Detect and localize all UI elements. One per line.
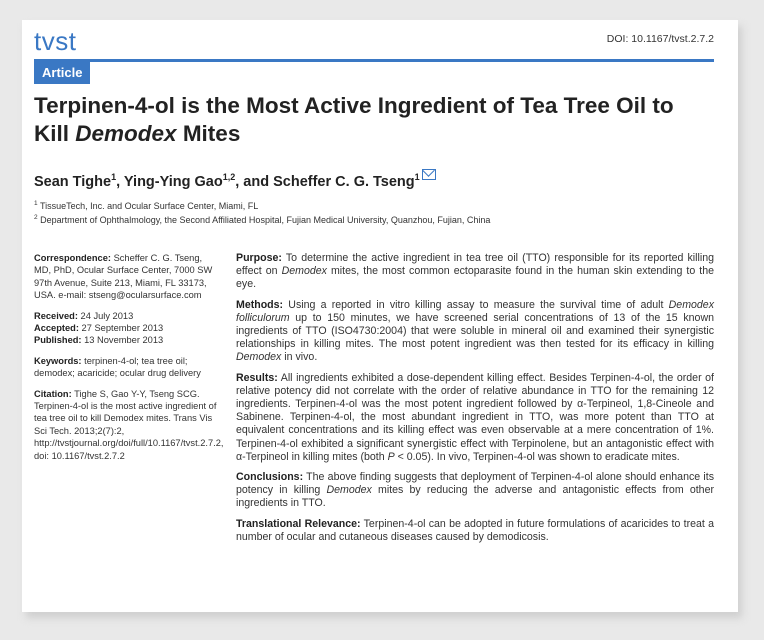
title-text-end: Mites: [176, 121, 241, 146]
author-separator: ,: [116, 173, 124, 190]
translational-label: Translational Relevance:: [236, 517, 361, 530]
conclusions-label: Conclusions:: [236, 471, 304, 484]
published-label: Published:: [34, 335, 82, 346]
published-value: 13 November 2013: [81, 335, 164, 346]
abstract-methods: [236, 299, 714, 365]
abstract-conclusions: [236, 471, 714, 511]
methods-italic: Demodex folliculorum: [236, 298, 714, 324]
citation-label: Citation:: [34, 388, 72, 399]
affiliation-number: 2: [34, 214, 38, 221]
dates-block: [34, 310, 220, 347]
methods-text: Using a reported in vitro killing assay to measure the survival time of adult: [283, 298, 669, 311]
affiliation: [34, 214, 490, 225]
title-text: Terpinen-4-ol is the Most Active Ingredient of Tea Tree Oil to Kill: [34, 93, 674, 146]
results-label: Results:: [236, 371, 278, 384]
methods-text-mid: up to 150 minutes, we have screened serial concentrations of 13 of the 15 known ingredients of TTO (ISO4730:2004) that were soluble in mineral oil and examined their synergistic relationships in killing mites. The most potent ingredient was then tested for its efficacy in killing: [236, 311, 714, 351]
author-name[interactable]: Sean Tighe: [34, 173, 112, 190]
citation-block: [34, 388, 224, 462]
keywords-label: Keywords:: [34, 355, 82, 366]
affiliation-text: Department of Ophthalmology, the Second Affiliated Hospital, Fujian Medical University, Quanzhou, Fujian, China: [40, 215, 491, 225]
purpose-text-end: mites, the most common ectoparasite found in the human skin extending to the eye.: [236, 265, 714, 291]
translational-text: Terpinen-4-ol can be adopted in future formulations of acaricides to treat a number of ocular and cutaneous diseases caused by demodicosis.: [236, 517, 715, 543]
conclusions-italic: Demodex: [326, 484, 372, 497]
title-italic: Demodex: [75, 121, 177, 146]
conclusions-text: The above finding suggests that deployment of Terpinen-4-ol alone should enhance its potency in killing: [236, 471, 714, 497]
methods-label: Methods:: [236, 298, 284, 311]
correspondence-text[interactable]: Scheffer C. G. Tseng, MD, PhD, Ocular Surface Center, 7000 SW 97th Avenue, Suite 213, Miami, FL 33173, USA. e-mail: stseng@ocularsurface.com: [34, 253, 213, 301]
received-date: [34, 310, 220, 322]
author-name[interactable]: Scheffer C. G. Tseng: [273, 173, 415, 190]
purpose-italic: Demodex: [281, 265, 327, 278]
author-affiliation-ref: 1,2: [222, 172, 236, 182]
author-separator: , and: [235, 173, 274, 190]
results-p-symbol: P: [387, 450, 395, 463]
author-affiliation-ref: 1: [414, 172, 420, 182]
results-text-end: < 0.05). In vivo, Terpinen-4-ol was shown to eradicate mites.: [394, 450, 680, 463]
accepted-value: 27 September 2013: [78, 323, 164, 334]
header-rule: [34, 59, 714, 62]
purpose-label: Purpose:: [236, 252, 282, 264]
methods-text-end: in vivo.: [281, 351, 318, 364]
journal-logo[interactable]: tvst: [34, 26, 77, 56]
correspondence-block: [34, 252, 220, 302]
accepted-date: [34, 322, 220, 334]
received-value: 24 July 2013: [77, 310, 134, 321]
citation-text[interactable]: Tighe S, Gao Y-Y, Tseng SCG. Terpinen-4-ol is the most active ingredient of tea tree oil to kill Demodex mites. Trans Vis Sci Tech. 2013;2(7):2, http://tvstjournal.org/doi/full/10.1167/tvst.2.7.2, doi: 10.1167/tvst.2.7.2: [34, 388, 224, 461]
methods-italic: Demodex: [236, 351, 282, 364]
conclusions-text-end: mites by reducing the adverse and antagonistic effects from other ingredients in TTO.: [236, 484, 714, 510]
abstract-purpose: [236, 252, 714, 292]
author-affiliation-ref: 1: [111, 172, 117, 182]
article-page: [22, 20, 738, 612]
keywords-text: terpinen-4-ol; tea tree oil; demodex; acaricide; ocular drug delivery: [34, 355, 201, 379]
email-icon[interactable]: [422, 169, 436, 180]
abstract-results: [236, 372, 714, 464]
affiliation-text: TissueTech, Inc. and Ocular Surface Center, Miami, FL: [39, 201, 259, 211]
affiliation: [34, 200, 258, 211]
affiliation-number: 1: [34, 200, 38, 207]
correspondence-label: Correspondence:: [34, 253, 111, 263]
keywords-block: [34, 355, 220, 380]
purpose-text: To determine the active ingredient in tea tree oil (TTO) responsible for its reported killing effect on: [236, 252, 714, 278]
results-text: All ingredients exhibited a dose-dependent killing effect. Besides Terpinen-4-ol, the order of relative potency did not correlate with the order of relative abundance in TTO for the remaining 12 ingredients. Terpinen-4-ol was the most potent ingredient followed by α-Terpineol, 1,8-Cineole and Sabinene. Terpinen-4-ol, the most abundant ingredient in TTO, was more potent than TTO at equivalent concentrations and its killing effect was even observable at a mere concentration of 1%. Terpinen-4-ol exhibited a significant synergistic effect with Terpinolene, but an antagonistic effect with α-Terpineol in killing mites (both: [236, 371, 714, 463]
received-label: Received:: [34, 310, 78, 321]
accepted-label: Accepted:: [34, 323, 79, 334]
article-type-badge: Article: [34, 62, 90, 84]
abstract: [236, 252, 714, 551]
article-info-sidebar: [34, 252, 224, 470]
published-date: [34, 334, 220, 346]
doi-link[interactable]: DOI: 10.1167/tvst.2.7.2: [606, 33, 714, 45]
abstract-translational: [236, 518, 714, 544]
article-title: [34, 92, 714, 148]
author-list: [34, 172, 436, 190]
author-name[interactable]: Ying-Ying Gao: [123, 173, 223, 190]
